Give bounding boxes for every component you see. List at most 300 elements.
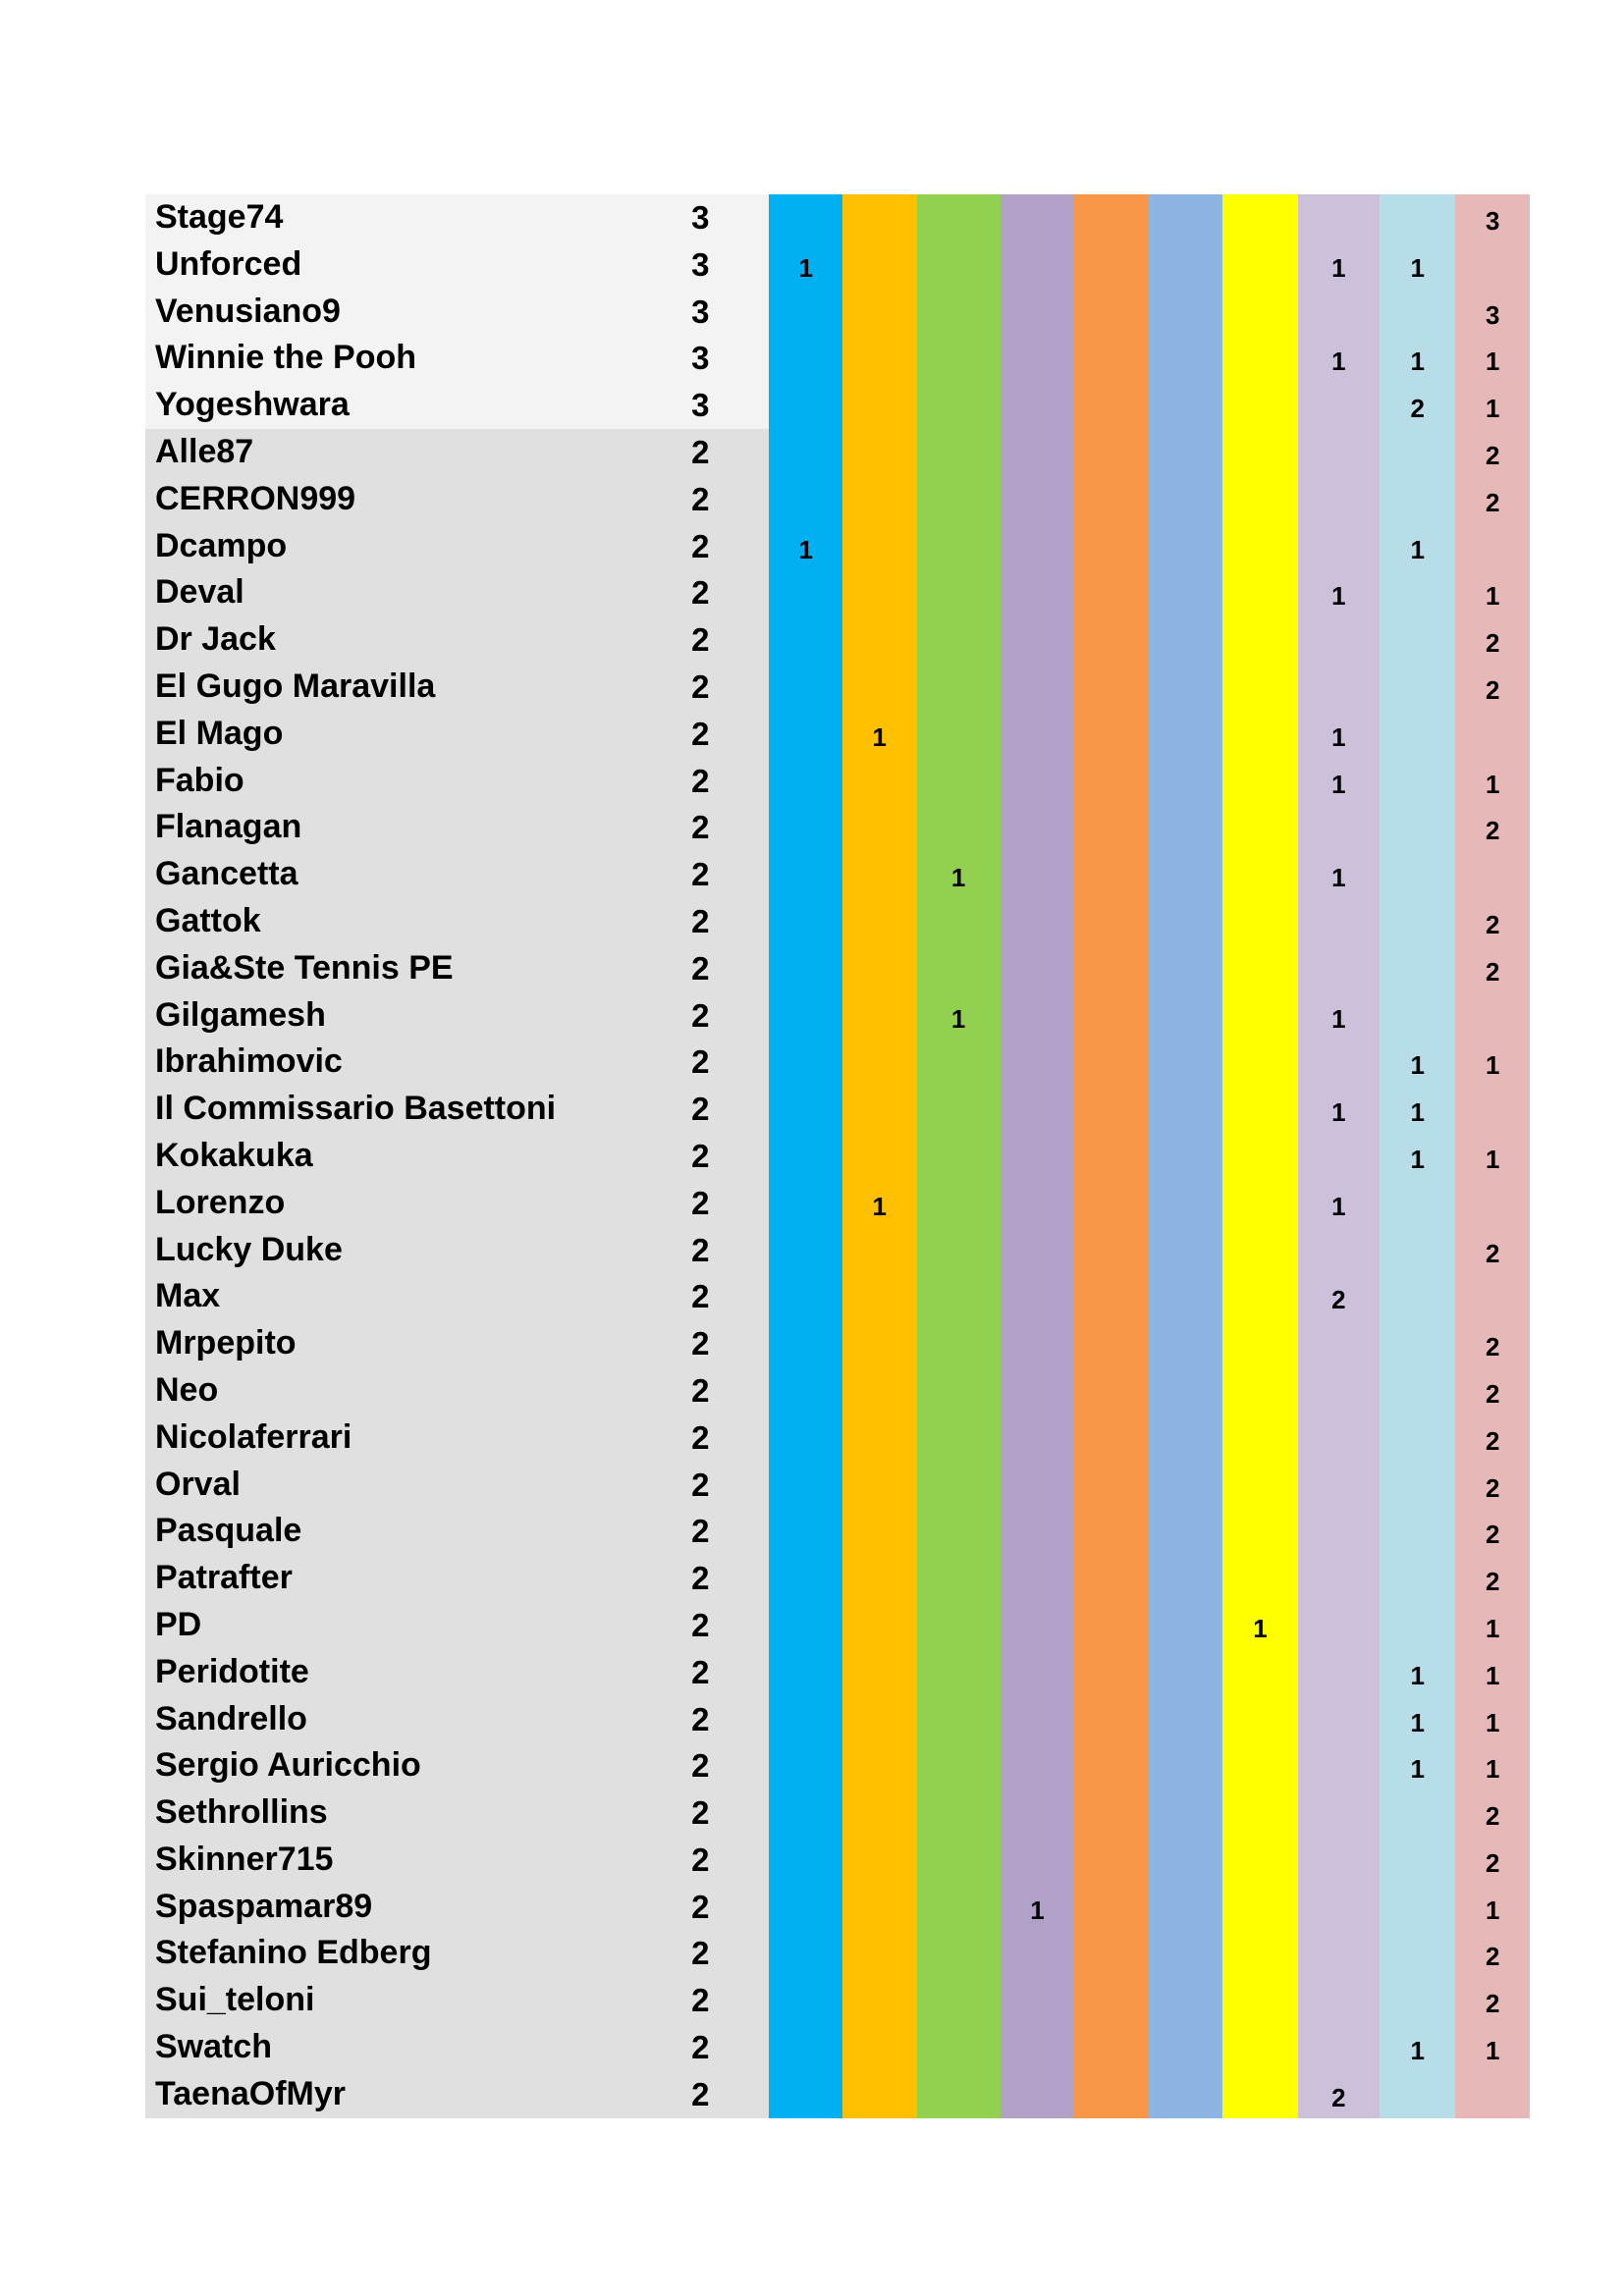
category-cell-3 [917, 1415, 1001, 1462]
category-cell-9 [1380, 1180, 1455, 1227]
category-cell-9 [1380, 945, 1455, 992]
category-cell-9: 1 [1380, 241, 1455, 289]
category-cell-6 [1149, 992, 1223, 1040]
category-cell-7 [1222, 2024, 1297, 2071]
category-cell-1 [769, 664, 842, 711]
category-cell-2 [842, 1227, 917, 1274]
category-cell-8 [1298, 1837, 1380, 1884]
player-name: Gattok [145, 898, 678, 945]
category-cell-8 [1298, 1039, 1380, 1086]
spacer [723, 2024, 769, 2071]
category-cell-10: 1 [1455, 1649, 1530, 1696]
category-cell-10: 1 [1455, 335, 1530, 382]
category-cell-7 [1222, 711, 1297, 758]
category-cell-4 [1001, 898, 1075, 945]
category-cell-7 [1222, 616, 1297, 664]
category-cell-7 [1222, 758, 1297, 805]
table-row [145, 523, 1530, 570]
total-count: 2 [678, 1789, 724, 1837]
category-cell-2 [842, 804, 917, 851]
category-cell-5 [1074, 1555, 1149, 1602]
spacer [723, 1696, 769, 1743]
spacer [723, 898, 769, 945]
ranking-table [145, 194, 1530, 2118]
player-name: El Gugo Maravilla [145, 664, 678, 711]
category-cell-8 [1298, 1555, 1380, 1602]
category-cell-9 [1380, 1273, 1455, 1320]
category-cell-1 [769, 992, 842, 1040]
table-row [145, 1227, 1530, 1274]
category-cell-2 [842, 758, 917, 805]
category-cell-10: 2 [1455, 1977, 1530, 2024]
category-cell-9 [1380, 194, 1455, 241]
category-cell-5 [1074, 1930, 1149, 1977]
category-cell-1 [769, 804, 842, 851]
player-name: Spaspamar89 [145, 1884, 678, 1931]
category-cell-8 [1298, 1884, 1380, 1931]
spacer [723, 1320, 769, 1367]
category-cell-6 [1149, 711, 1223, 758]
category-cell-4 [1001, 1180, 1075, 1227]
category-cell-2 [842, 1742, 917, 1789]
player-name: Max [145, 1273, 678, 1320]
category-cell-4 [1001, 569, 1075, 616]
table-row [145, 289, 1530, 336]
category-cell-7 [1222, 1742, 1297, 1789]
category-cell-7 [1222, 851, 1297, 898]
category-cell-2 [842, 476, 917, 523]
spacer [723, 1039, 769, 1086]
category-cell-6 [1149, 1789, 1223, 1837]
spacer [723, 1977, 769, 2024]
category-cell-10: 2 [1455, 898, 1530, 945]
category-cell-6 [1149, 1742, 1223, 1789]
category-cell-10: 2 [1455, 476, 1530, 523]
category-cell-5 [1074, 1227, 1149, 1274]
category-cell-4 [1001, 2024, 1075, 2071]
category-cell-5 [1074, 1602, 1149, 1649]
category-cell-7 [1222, 945, 1297, 992]
category-cell-10: 1 [1455, 1602, 1530, 1649]
spacer [723, 992, 769, 1040]
category-cell-8 [1298, 1508, 1380, 1555]
category-cell-3 [917, 569, 1001, 616]
category-cell-3: 1 [917, 992, 1001, 1040]
category-cell-7 [1222, 1320, 1297, 1367]
category-cell-5 [1074, 616, 1149, 664]
category-cell-2 [842, 1789, 917, 1837]
player-name: Lorenzo [145, 1180, 678, 1227]
category-cell-8 [1298, 1742, 1380, 1789]
table-row [145, 1273, 1530, 1320]
total-count: 2 [678, 616, 724, 664]
category-cell-10 [1455, 851, 1530, 898]
table-row [145, 1649, 1530, 1696]
category-cell-4 [1001, 1227, 1075, 1274]
category-cell-8: 1 [1298, 569, 1380, 616]
category-cell-8 [1298, 382, 1380, 429]
total-count: 3 [678, 335, 724, 382]
category-cell-10 [1455, 2071, 1530, 2118]
category-cell-3 [917, 1227, 1001, 1274]
category-cell-9: 1 [1380, 523, 1455, 570]
category-cell-5 [1074, 1696, 1149, 1743]
category-cell-5 [1074, 2024, 1149, 2071]
category-cell-3 [917, 1273, 1001, 1320]
category-cell-5 [1074, 664, 1149, 711]
category-cell-4 [1001, 1508, 1075, 1555]
category-cell-4 [1001, 382, 1075, 429]
category-cell-5 [1074, 2071, 1149, 2118]
spacer [723, 1462, 769, 1509]
total-count: 2 [678, 1273, 724, 1320]
category-cell-8: 2 [1298, 1273, 1380, 1320]
category-cell-4 [1001, 1602, 1075, 1649]
category-cell-2 [842, 1555, 917, 1602]
category-cell-6 [1149, 1133, 1223, 1180]
category-cell-1 [769, 569, 842, 616]
category-cell-1 [769, 1930, 842, 1977]
category-cell-2 [842, 992, 917, 1040]
category-cell-1 [769, 1742, 842, 1789]
category-cell-9 [1380, 1508, 1455, 1555]
category-cell-7: 1 [1222, 1602, 1297, 1649]
category-cell-1 [769, 382, 842, 429]
category-cell-7 [1222, 429, 1297, 476]
spacer [723, 476, 769, 523]
category-cell-3 [917, 2024, 1001, 2071]
spacer [723, 1227, 769, 1274]
spacer [723, 569, 769, 616]
category-cell-6 [1149, 2071, 1223, 2118]
category-cell-10: 1 [1455, 758, 1530, 805]
category-cell-10: 1 [1455, 569, 1530, 616]
category-cell-1 [769, 1884, 842, 1931]
player-name: Deval [145, 569, 678, 616]
table-row [145, 241, 1530, 289]
total-count: 2 [678, 1930, 724, 1977]
category-cell-3: 1 [917, 851, 1001, 898]
category-cell-7 [1222, 1180, 1297, 1227]
category-cell-4 [1001, 1133, 1075, 1180]
category-cell-5 [1074, 945, 1149, 992]
category-cell-8: 1 [1298, 992, 1380, 1040]
table-row [145, 945, 1530, 992]
player-name: Gancetta [145, 851, 678, 898]
category-cell-4 [1001, 523, 1075, 570]
table-row [145, 1462, 1530, 1509]
category-cell-6 [1149, 1086, 1223, 1133]
total-count: 2 [678, 1508, 724, 1555]
category-cell-5 [1074, 1508, 1149, 1555]
category-cell-10: 2 [1455, 945, 1530, 992]
category-cell-8 [1298, 945, 1380, 992]
table-row [145, 194, 1530, 241]
category-cell-6 [1149, 382, 1223, 429]
table-row [145, 804, 1530, 851]
spacer [723, 241, 769, 289]
category-cell-3 [917, 289, 1001, 336]
category-cell-10 [1455, 992, 1530, 1040]
spacer [723, 1884, 769, 1931]
total-count: 2 [678, 945, 724, 992]
category-cell-1 [769, 1273, 842, 1320]
category-cell-3 [917, 1884, 1001, 1931]
category-cell-3 [917, 429, 1001, 476]
player-name: Stefanino Edberg [145, 1930, 678, 1977]
spacer [723, 1086, 769, 1133]
category-cell-10: 1 [1455, 382, 1530, 429]
category-cell-4 [1001, 945, 1075, 992]
category-cell-6 [1149, 523, 1223, 570]
category-cell-10: 1 [1455, 1039, 1530, 1086]
category-cell-3 [917, 1039, 1001, 1086]
category-cell-2 [842, 1696, 917, 1743]
spacer [723, 289, 769, 336]
player-name: Flanagan [145, 804, 678, 851]
table-row [145, 1884, 1530, 1931]
total-count: 3 [678, 289, 724, 336]
category-cell-8 [1298, 429, 1380, 476]
spacer [723, 1837, 769, 1884]
category-cell-5 [1074, 523, 1149, 570]
category-cell-3 [917, 476, 1001, 523]
category-cell-9 [1380, 616, 1455, 664]
category-cell-7 [1222, 241, 1297, 289]
category-cell-9: 1 [1380, 1696, 1455, 1743]
player-name: Il Commissario Basettoni [145, 1086, 678, 1133]
category-cell-4 [1001, 335, 1075, 382]
category-cell-7 [1222, 1649, 1297, 1696]
category-cell-1 [769, 1555, 842, 1602]
player-name: Sandrello [145, 1696, 678, 1743]
category-cell-1 [769, 616, 842, 664]
category-cell-2 [842, 1837, 917, 1884]
category-cell-1 [769, 289, 842, 336]
category-cell-7 [1222, 1555, 1297, 1602]
category-cell-4 [1001, 1555, 1075, 1602]
category-cell-2 [842, 335, 917, 382]
category-cell-4 [1001, 664, 1075, 711]
category-cell-3 [917, 1977, 1001, 2024]
category-cell-7 [1222, 898, 1297, 945]
category-cell-7 [1222, 1837, 1297, 1884]
category-cell-3 [917, 1930, 1001, 1977]
category-cell-3 [917, 335, 1001, 382]
category-cell-3 [917, 382, 1001, 429]
category-cell-8 [1298, 1696, 1380, 1743]
category-cell-5 [1074, 1180, 1149, 1227]
category-cell-3 [917, 898, 1001, 945]
category-cell-5 [1074, 1977, 1149, 2024]
category-cell-2: 1 [842, 711, 917, 758]
category-cell-9 [1380, 1930, 1455, 1977]
category-cell-6 [1149, 1602, 1223, 1649]
spacer [723, 335, 769, 382]
category-cell-10 [1455, 1180, 1530, 1227]
category-cell-1 [769, 711, 842, 758]
category-cell-8 [1298, 1320, 1380, 1367]
player-name: Stage74 [145, 194, 678, 241]
category-cell-5 [1074, 992, 1149, 1040]
category-cell-2 [842, 1273, 917, 1320]
player-name: Sui_teloni [145, 1977, 678, 2024]
player-name: PD [145, 1602, 678, 1649]
category-cell-10 [1455, 1086, 1530, 1133]
category-cell-2 [842, 1462, 917, 1509]
category-cell-6 [1149, 476, 1223, 523]
category-cell-1 [769, 1602, 842, 1649]
table-row [145, 1555, 1530, 1602]
category-cell-7 [1222, 476, 1297, 523]
category-cell-4 [1001, 1930, 1075, 1977]
table-row [145, 898, 1530, 945]
player-name: Unforced [145, 241, 678, 289]
category-cell-4 [1001, 1696, 1075, 1743]
spacer [723, 1133, 769, 1180]
category-cell-1 [769, 1133, 842, 1180]
total-count: 2 [678, 1602, 724, 1649]
player-name: Venusiano9 [145, 289, 678, 336]
total-count: 2 [678, 1227, 724, 1274]
category-cell-4 [1001, 1415, 1075, 1462]
category-cell-2 [842, 1977, 917, 2024]
category-cell-6 [1149, 429, 1223, 476]
category-cell-9 [1380, 851, 1455, 898]
spacer [723, 711, 769, 758]
category-cell-6 [1149, 898, 1223, 945]
category-cell-1 [769, 851, 842, 898]
category-cell-1 [769, 194, 842, 241]
category-cell-9 [1380, 1884, 1455, 1931]
category-cell-2 [842, 616, 917, 664]
total-count: 2 [678, 1884, 724, 1931]
category-cell-1 [769, 1508, 842, 1555]
category-cell-6 [1149, 1696, 1223, 1743]
category-cell-2 [842, 1367, 917, 1415]
table-row [145, 1320, 1530, 1367]
category-cell-6 [1149, 804, 1223, 851]
category-cell-7 [1222, 382, 1297, 429]
category-cell-3 [917, 1462, 1001, 1509]
category-cell-5 [1074, 1133, 1149, 1180]
category-cell-10 [1455, 711, 1530, 758]
player-name: Lucky Duke [145, 1227, 678, 1274]
spacer [723, 523, 769, 570]
category-cell-4 [1001, 1789, 1075, 1837]
player-name: Nicolaferrari [145, 1415, 678, 1462]
spacer [723, 804, 769, 851]
category-cell-4 [1001, 1742, 1075, 1789]
category-cell-4 [1001, 711, 1075, 758]
table-row [145, 1415, 1530, 1462]
category-cell-4 [1001, 758, 1075, 805]
category-cell-7 [1222, 664, 1297, 711]
category-cell-9: 1 [1380, 1039, 1455, 1086]
player-name: TaenaOfMyr [145, 2071, 678, 2118]
player-name: Mrpepito [145, 1320, 678, 1367]
category-cell-8: 1 [1298, 711, 1380, 758]
category-cell-10: 1 [1455, 1884, 1530, 1931]
total-count: 2 [678, 1367, 724, 1415]
category-cell-8 [1298, 1415, 1380, 1462]
category-cell-9 [1380, 1789, 1455, 1837]
category-cell-3 [917, 1086, 1001, 1133]
category-cell-1 [769, 1367, 842, 1415]
category-cell-9 [1380, 1555, 1455, 1602]
category-cell-4 [1001, 1039, 1075, 1086]
table-row [145, 992, 1530, 1040]
category-cell-6 [1149, 194, 1223, 241]
category-cell-4 [1001, 289, 1075, 336]
spacer [723, 1649, 769, 1696]
spacer [723, 382, 769, 429]
spacer [723, 945, 769, 992]
category-cell-9 [1380, 569, 1455, 616]
category-cell-10: 2 [1455, 1462, 1530, 1509]
category-cell-4 [1001, 1837, 1075, 1884]
category-cell-8 [1298, 898, 1380, 945]
category-cell-1 [769, 2071, 842, 2118]
category-cell-3 [917, 1696, 1001, 1743]
category-cell-5 [1074, 1789, 1149, 1837]
total-count: 2 [678, 1555, 724, 1602]
category-cell-2 [842, 241, 917, 289]
category-cell-10: 2 [1455, 1555, 1530, 1602]
category-cell-5 [1074, 569, 1149, 616]
category-cell-1 [769, 429, 842, 476]
category-cell-9 [1380, 1462, 1455, 1509]
category-cell-1 [769, 476, 842, 523]
player-name: Skinner715 [145, 1837, 678, 1884]
spacer [723, 1930, 769, 1977]
total-count: 2 [678, 1320, 724, 1367]
category-cell-8 [1298, 1367, 1380, 1415]
category-cell-10: 1 [1455, 1696, 1530, 1743]
category-cell-2 [842, 289, 917, 336]
category-cell-1 [769, 758, 842, 805]
category-cell-8: 1 [1298, 335, 1380, 382]
category-cell-7 [1222, 1696, 1297, 1743]
category-cell-10: 2 [1455, 1367, 1530, 1415]
category-cell-9: 1 [1380, 1133, 1455, 1180]
category-cell-3 [917, 1742, 1001, 1789]
category-cell-5 [1074, 1837, 1149, 1884]
player-name: Pasquale [145, 1508, 678, 1555]
category-cell-9: 1 [1380, 1649, 1455, 1696]
category-cell-10: 2 [1455, 1837, 1530, 1884]
category-cell-1 [769, 2024, 842, 2071]
total-count: 2 [678, 992, 724, 1040]
category-cell-6 [1149, 569, 1223, 616]
category-cell-4 [1001, 1649, 1075, 1696]
category-cell-5 [1074, 1273, 1149, 1320]
category-cell-4 [1001, 804, 1075, 851]
category-cell-9 [1380, 898, 1455, 945]
player-name: Alle87 [145, 429, 678, 476]
table-row [145, 382, 1530, 429]
category-cell-5 [1074, 851, 1149, 898]
total-count: 2 [678, 664, 724, 711]
player-name: Fabio [145, 758, 678, 805]
category-cell-2 [842, 2071, 917, 2118]
category-cell-5 [1074, 1462, 1149, 1509]
category-cell-5 [1074, 1415, 1149, 1462]
table-row [145, 1837, 1530, 1884]
total-count: 2 [678, 804, 724, 851]
spacer [723, 1508, 769, 1555]
table-row [145, 758, 1530, 805]
